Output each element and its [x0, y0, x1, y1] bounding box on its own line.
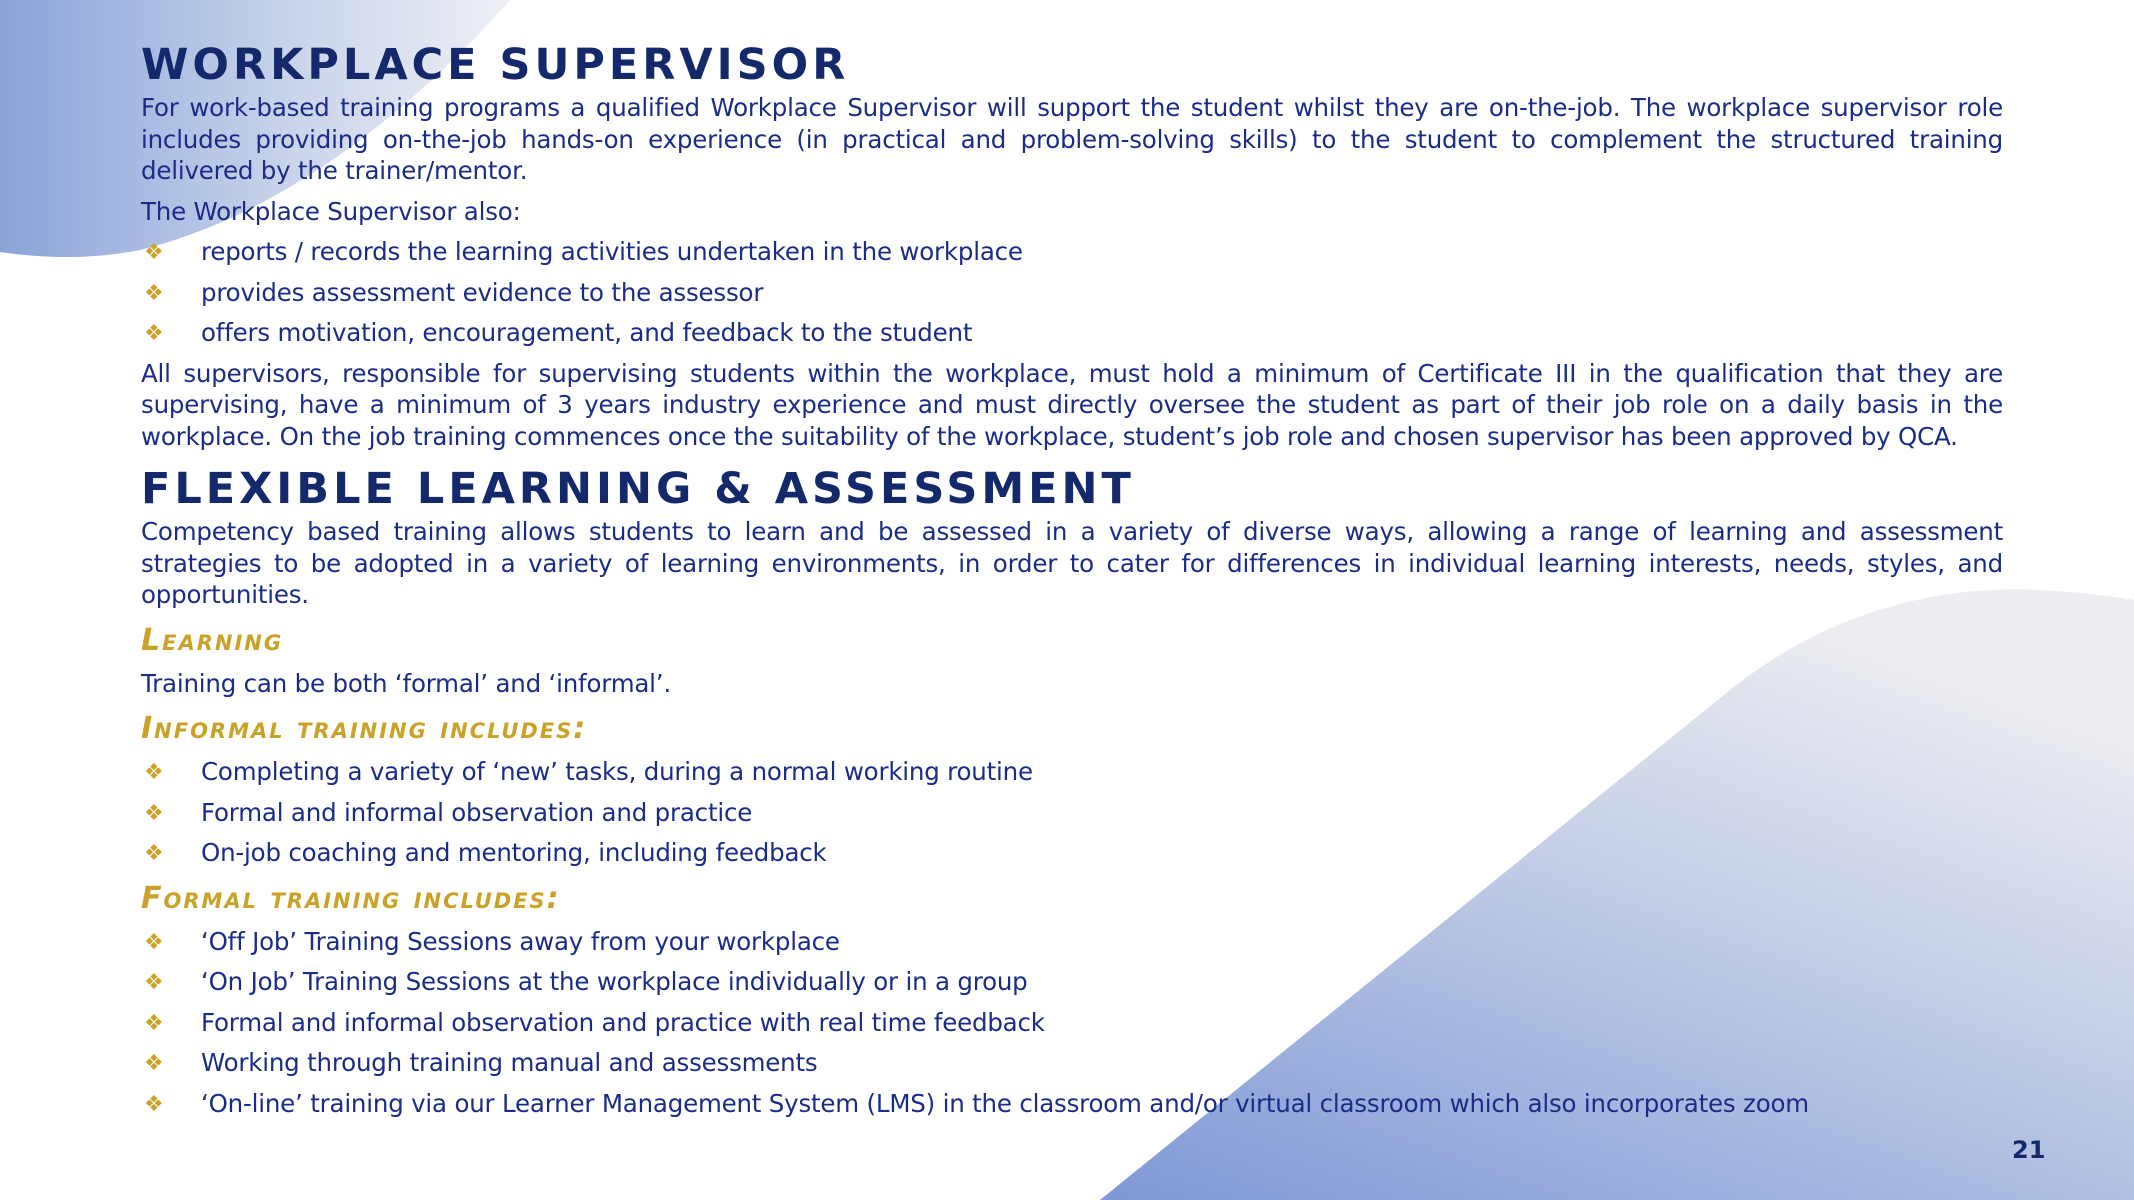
list-item: ❖ On-job coaching and mentoring, including feedback: [141, 837, 2003, 869]
list-item: ❖ Formal and informal observation and practice: [141, 797, 2003, 829]
list-item: ❖ provides assessment evidence to the assessor: [141, 277, 2003, 309]
four-diamond-bullet-icon: ❖: [144, 929, 164, 955]
list-item: ❖ Working through training manual and assessments: [141, 1047, 2003, 1079]
informal-training-subheading: Informal training includes:: [141, 711, 588, 746]
workplace-supervisor-heading: WORKPLACE SUPERVISOR: [141, 40, 850, 90]
flexible-learning-intro: Competency based training allows students to learn and be assessed in a variety of diverse ways, allowing a range of learning and assessment strategies to be adopted in a variety of learning environments, in order to cater for differences in individual learning interests, needs, styles, and opportunities.: [141, 517, 2003, 609]
list-item: ❖ ‘On-line’ training via our Learner Management System (LMS) in the classroom and/or virtual classroom which also incorporates zoom: [141, 1088, 2003, 1120]
supervisor-duties-list: [141, 236, 2003, 349]
four-diamond-bullet-icon: ❖: [144, 280, 164, 306]
four-diamond-bullet-icon: ❖: [144, 970, 164, 995]
four-diamond-bullet-icon: ❖: [144, 841, 164, 866]
four-diamond-bullet-icon: ❖: [144, 321, 164, 346]
four-diamond-bullet-icon: ❖: [144, 1010, 164, 1036]
four-diamond-bullet-icon: ❖: [144, 1091, 164, 1117]
list-item: ❖ reports / records the learning activities undertaken in the workplace: [141, 236, 2003, 268]
learning-text: Training can be both ‘formal’ and ‘informal’.: [141, 668, 671, 698]
informal-training-list: [141, 756, 2003, 869]
workplace-supervisor-intro: For work-based training programs a qualified Workplace Supervisor will support the student whilst they are on-the-job. The workplace supervisor role includes providing on-the-job hands-on experience (in practical and problem-solving skills) to the student to complement the structured training delivered by the trainer/mentor.: [141, 93, 2003, 185]
page-number: 21: [2012, 1136, 2046, 1164]
page-content: [141, 38, 2003, 1119]
list-item: ❖ ‘Off Job’ Training Sessions away from your workplace: [141, 926, 2003, 958]
four-diamond-bullet-icon: ❖: [144, 800, 164, 826]
four-diamond-bullet-icon: ❖: [144, 1051, 164, 1076]
list-item: ❖ Completing a variety of ‘new’ tasks, during a normal working routine: [141, 756, 2003, 788]
four-diamond-bullet-icon: ❖: [144, 760, 164, 785]
list-item: ❖ Formal and informal observation and practice with real time feedback: [141, 1007, 2003, 1039]
flexible-learning-heading: FLEXIBLE LEARNING & ASSESSMENT: [141, 464, 1135, 514]
list-item: ❖ ‘On Job’ Training Sessions at the workplace individually or in a group: [141, 966, 2003, 998]
supervisor-also-label: The Workplace Supervisor also:: [141, 196, 521, 226]
four-diamond-bullet-icon: ❖: [144, 240, 164, 265]
supervisor-requirements-paragraph: All supervisors, responsible for supervising students within the workplace, must hold a minimum of Certificate III in the qualification that they are supervising, have a minimum of 3 years industry experience and must directly oversee the student as part of their job role on a daily basis in the workplace. On the job training commences once the suitability of the workplace, student’s job role and chosen supervisor has been approved by QCA.: [141, 358, 2003, 451]
list-item: ❖ offers motivation, encouragement, and feedback to the student: [141, 317, 2003, 349]
formal-training-list: [141, 926, 2003, 1120]
learning-subheading: Learning: [141, 622, 284, 658]
formal-training-subheading: Formal training includes:: [141, 880, 561, 916]
